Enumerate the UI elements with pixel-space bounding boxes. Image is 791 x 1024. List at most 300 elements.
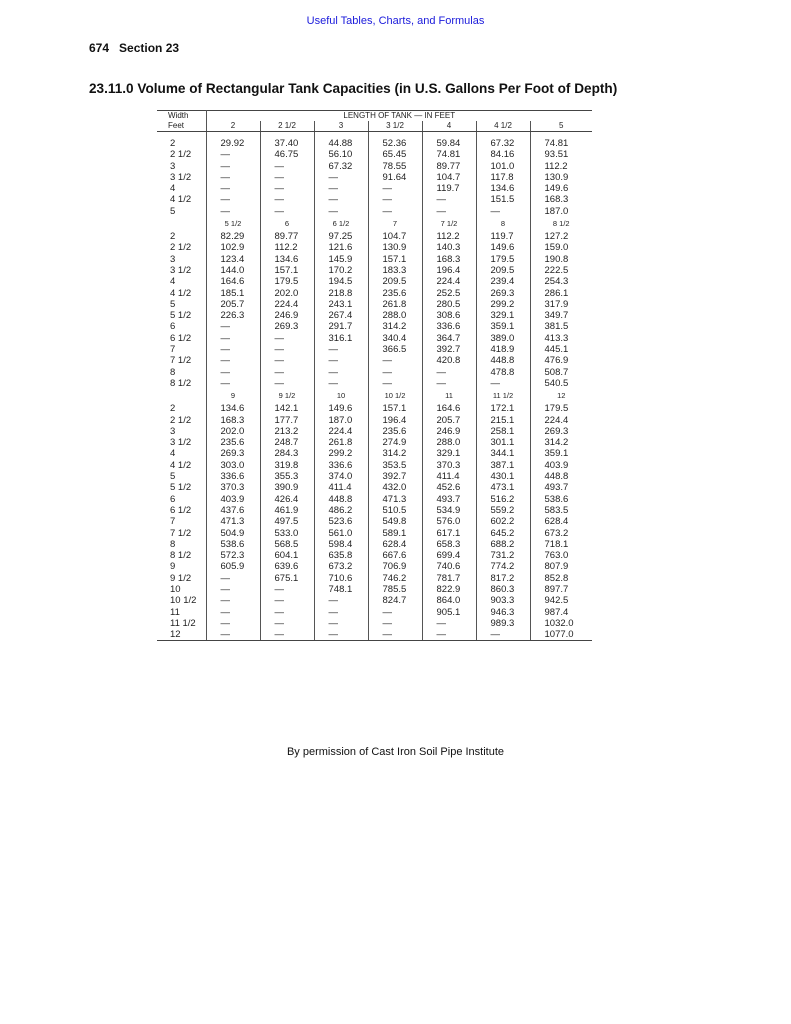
capacity-cell: 392.7 <box>422 344 476 355</box>
width-cell: 4 <box>170 276 176 288</box>
capacity-cell: 987.4 <box>530 607 592 618</box>
capacity-cell: 942.5 <box>530 595 592 606</box>
length-header-cell: 4 <box>422 121 476 132</box>
table-row <box>157 550 592 561</box>
capacity-cell: 353.5 <box>368 460 422 471</box>
header-link[interactable]: Useful Tables, Charts, and Formulas <box>306 15 485 27</box>
capacity-cell: 97.25 <box>314 231 368 242</box>
capacity-cell: — <box>206 595 260 606</box>
capacity-cell: 84.16 <box>476 149 530 160</box>
table-row <box>157 595 592 606</box>
table-row <box>157 516 592 527</box>
capacity-cell: 473.1 <box>476 482 530 493</box>
table-row <box>157 138 592 149</box>
capacity-cell: 329.1 <box>422 448 476 459</box>
capacity-cell: 602.2 <box>476 516 530 527</box>
capacity-cell: — <box>206 161 260 172</box>
width-cell: 4 1/2 <box>170 287 192 299</box>
capacity-cell: 196.4 <box>368 415 422 426</box>
capacity-cell: 243.1 <box>314 299 368 310</box>
capacity-cell: 112.2 <box>530 161 592 172</box>
capacity-cell: 370.3 <box>422 460 476 471</box>
capacity-cell: — <box>314 194 368 205</box>
table-row <box>157 172 592 183</box>
capacity-cell: — <box>206 149 260 160</box>
capacity-cell: — <box>314 378 368 389</box>
capacity-cell: 93.51 <box>530 149 592 160</box>
section-length-cell: 11 1/2 <box>476 389 530 403</box>
capacity-cell: 639.6 <box>260 561 314 572</box>
capacity-cell: 568.5 <box>260 539 314 550</box>
capacity-cell: 432.0 <box>368 482 422 493</box>
capacity-cell: 359.1 <box>476 321 530 332</box>
length-header-cell: 2 1/2 <box>260 121 314 132</box>
capacity-cell: 269.3 <box>530 426 592 437</box>
table-row <box>157 194 592 205</box>
capacity-cell: 675.1 <box>260 573 314 584</box>
capacity-cell: 274.9 <box>368 437 422 448</box>
capacity-cell: 280.5 <box>422 299 476 310</box>
capacity-cell: — <box>368 194 422 205</box>
capacity-cell: — <box>206 172 260 183</box>
capacity-cell: 448.8 <box>314 494 368 505</box>
capacity-cell: 355.3 <box>260 471 314 482</box>
capacity-cell: 112.2 <box>260 242 314 253</box>
capacity-cell: — <box>368 618 422 629</box>
capacity-cell: 445.1 <box>530 344 592 355</box>
capacity-cell: 258.1 <box>476 426 530 437</box>
width-cell: 3 1/2 <box>170 437 192 449</box>
width-cell: 4 <box>170 183 176 195</box>
capacity-cell: — <box>368 355 422 366</box>
capacity-cell: — <box>260 618 314 629</box>
capacity-cell: — <box>260 344 314 355</box>
width-cell: 5 1/2 <box>170 310 192 322</box>
table-row <box>157 505 592 516</box>
capacity-cell: 374.0 <box>314 471 368 482</box>
capacity-cell: 718.1 <box>530 539 592 550</box>
capacity-cell: — <box>260 595 314 606</box>
capacity-cell: 149.6 <box>530 183 592 194</box>
table-row <box>157 539 592 550</box>
capacity-cell: 437.6 <box>206 505 260 516</box>
capacity-cell: — <box>314 607 368 618</box>
capacity-cell: 101.0 <box>476 161 530 172</box>
capacity-cell: 190.8 <box>530 254 592 265</box>
section-length-row <box>157 389 592 403</box>
capacity-cell: 510.5 <box>368 505 422 516</box>
capacity-cell: — <box>206 321 260 332</box>
capacity-cell: 149.6 <box>476 242 530 253</box>
capacity-cell: — <box>260 194 314 205</box>
page-header <box>89 41 189 55</box>
width-cell: 7 <box>170 344 176 356</box>
capacity-cell: 224.4 <box>422 276 476 287</box>
capacity-cell: 269.3 <box>476 288 530 299</box>
capacity-cell: 523.6 <box>314 516 368 527</box>
capacity-cell: 319.8 <box>260 460 314 471</box>
capacity-cell: — <box>422 629 476 641</box>
capacity-cell: 645.2 <box>476 528 530 539</box>
capacity-cell: 710.6 <box>314 573 368 584</box>
feet-header: Feet <box>157 121 206 132</box>
capacity-cell: 418.9 <box>476 344 530 355</box>
capacity-cell: 366.5 <box>368 344 422 355</box>
capacity-cell: 37.40 <box>260 138 314 149</box>
width-cell: 2 1/2 <box>170 149 192 161</box>
capacity-cell: 316.1 <box>314 333 368 344</box>
table-row <box>157 310 592 321</box>
credit-footer: By permission of Cast Iron Soil Pipe Institute <box>286 746 505 758</box>
capacity-cell: 349.7 <box>530 310 592 321</box>
capacity-cell: 359.1 <box>530 448 592 459</box>
capacity-cell: — <box>206 183 260 194</box>
capacity-cell: 781.7 <box>422 573 476 584</box>
capacity-cell: — <box>314 595 368 606</box>
capacity-cell: 538.6 <box>530 494 592 505</box>
capacity-cell: 119.7 <box>476 231 530 242</box>
capacity-cell: 157.1 <box>368 403 422 414</box>
capacity-cell: 291.7 <box>314 321 368 332</box>
table-row <box>157 242 592 253</box>
length-header: LENGTH OF TANK — IN FEET <box>206 111 592 122</box>
width-cell: 5 <box>170 298 176 310</box>
capacity-cell: 102.9 <box>206 242 260 253</box>
capacity-cell: — <box>206 367 260 378</box>
capacity-cell: 82.29 <box>206 231 260 242</box>
width-cell: 11 <box>170 606 180 618</box>
capacity-cell: 168.3 <box>206 415 260 426</box>
capacity-cell: 196.4 <box>422 265 476 276</box>
capacity-cell: 478.8 <box>476 367 530 378</box>
capacity-cell: 301.1 <box>476 437 530 448</box>
capacity-cell: — <box>260 584 314 595</box>
capacity-cell: 403.9 <box>206 494 260 505</box>
table-row <box>157 183 592 194</box>
capacity-cell: 224.4 <box>530 415 592 426</box>
capacity-cell: 430.1 <box>476 471 530 482</box>
capacity-cell: 504.9 <box>206 528 260 539</box>
capacity-cell: 411.4 <box>314 482 368 493</box>
table-row <box>157 149 592 160</box>
capacity-cell: 117.8 <box>476 172 530 183</box>
capacity-cell: 706.9 <box>368 561 422 572</box>
width-cell: 9 1/2 <box>170 572 192 584</box>
table-row <box>157 161 592 172</box>
capacity-cell: — <box>206 206 260 217</box>
width-cell: 7 <box>170 516 176 528</box>
capacity-cell: 164.6 <box>206 276 260 287</box>
capacity-cell: 461.9 <box>260 505 314 516</box>
capacity-cell: 187.0 <box>314 415 368 426</box>
table-row <box>157 403 592 414</box>
capacity-cell: 559.2 <box>476 505 530 516</box>
width-cell: 8 <box>170 538 176 550</box>
capacity-cell: — <box>368 629 422 641</box>
section-length-cell: 6 1/2 <box>314 217 368 231</box>
capacity-cell: 269.3 <box>206 448 260 459</box>
capacity-cell: 187.0 <box>530 206 592 217</box>
capacity-cell: 426.4 <box>260 494 314 505</box>
capacity-cell: 170.2 <box>314 265 368 276</box>
capacity-cell: 497.5 <box>260 516 314 527</box>
capacity-cell: 989.3 <box>476 618 530 629</box>
table-row <box>157 573 592 584</box>
capacity-cell: 172.1 <box>476 403 530 414</box>
width-cell: 4 <box>170 448 176 460</box>
capacity-cell: — <box>206 607 260 618</box>
table-row <box>157 254 592 265</box>
capacity-cell: 763.0 <box>530 550 592 561</box>
table-row <box>157 378 592 389</box>
table-row <box>157 344 592 355</box>
capacity-cell: 336.6 <box>422 321 476 332</box>
capacity-cell: — <box>314 183 368 194</box>
capacity-cell: 628.4 <box>368 539 422 550</box>
width-cell: 7 1/2 <box>170 355 192 367</box>
capacity-cell: 493.7 <box>422 494 476 505</box>
table-row <box>157 276 592 287</box>
capacity-cell: — <box>260 355 314 366</box>
width-cell: 3 1/2 <box>170 264 192 276</box>
capacity-cell: 824.7 <box>368 595 422 606</box>
capacity-cell: 314.2 <box>368 448 422 459</box>
section-length-row <box>157 217 592 231</box>
capacity-cell: 235.6 <box>368 426 422 437</box>
section-length-cell: 10 1/2 <box>368 389 422 403</box>
section-length-cell: 7 <box>368 217 422 231</box>
capacity-cell: 226.3 <box>206 310 260 321</box>
capacity-cell: 140.3 <box>422 242 476 253</box>
capacity-cell: 448.8 <box>476 355 530 366</box>
capacity-cell: 817.2 <box>476 573 530 584</box>
width-cell: 10 <box>170 583 181 595</box>
length-header-cell: 3 1/2 <box>368 121 422 132</box>
section-length-cell: 12 <box>530 389 592 403</box>
capacity-cell: 222.5 <box>530 265 592 276</box>
table-row <box>157 448 592 459</box>
capacity-cell: — <box>206 584 260 595</box>
capacity-cell: 471.3 <box>206 516 260 527</box>
capacity-cell: — <box>422 206 476 217</box>
section-length-cell: 9 <box>206 389 260 403</box>
table-title: 23.11.0 Volume of Rectangular Tank Capacities (in U.S. Gallons Per Foot of Depth) <box>89 81 618 96</box>
table-row <box>157 265 592 276</box>
capacity-cell: 142.1 <box>260 403 314 414</box>
table-row <box>157 460 592 471</box>
capacity-cell: 905.1 <box>422 607 476 618</box>
capacity-cell: 224.4 <box>260 299 314 310</box>
width-cell: 4 1/2 <box>170 194 192 206</box>
width-cell: 3 1/2 <box>170 171 192 183</box>
capacity-cell: 159.0 <box>530 242 592 253</box>
capacity-cell: 583.5 <box>530 505 592 516</box>
capacity-cell: 261.8 <box>368 299 422 310</box>
capacity-cell: 658.3 <box>422 539 476 550</box>
table-row <box>157 584 592 595</box>
section-length-spacer <box>157 389 206 403</box>
capacity-cell: 448.8 <box>530 471 592 482</box>
capacity-cell: 317.9 <box>530 299 592 310</box>
capacity-cell: 288.0 <box>422 437 476 448</box>
capacity-cell: 65.45 <box>368 149 422 160</box>
capacity-cell: 538.6 <box>206 539 260 550</box>
capacity-cell: 112.2 <box>422 231 476 242</box>
width-cell: 2 <box>170 403 176 415</box>
capacity-cell: 673.2 <box>530 528 592 539</box>
capacity-cell: — <box>260 161 314 172</box>
capacity-cell: 130.9 <box>368 242 422 253</box>
capacity-cell: 540.5 <box>530 378 592 389</box>
capacity-cell: 329.1 <box>476 310 530 321</box>
width-cell: 8 1/2 <box>170 377 192 389</box>
capacity-cell: — <box>314 367 368 378</box>
width-cell: 3 <box>170 160 176 172</box>
capacity-cell: 413.3 <box>530 333 592 344</box>
capacity-cell: 121.6 <box>314 242 368 253</box>
width-cell: 3 <box>170 253 176 265</box>
capacity-cell: 572.3 <box>206 550 260 561</box>
capacity-cell: 89.77 <box>260 231 314 242</box>
capacity-cell: 67.32 <box>476 138 530 149</box>
section-length-cell: 7 1/2 <box>422 217 476 231</box>
table-row <box>157 288 592 299</box>
capacity-cell: 151.5 <box>476 194 530 205</box>
capacity-cell: 179.5 <box>530 403 592 414</box>
capacity-cell: 52.36 <box>368 138 422 149</box>
section-length-spacer <box>157 217 206 231</box>
capacity-cell: — <box>476 206 530 217</box>
capacity-cell: 392.7 <box>368 471 422 482</box>
capacity-cell: 179.5 <box>476 254 530 265</box>
table-row <box>157 367 592 378</box>
table-row <box>157 618 592 629</box>
capacity-cell: — <box>206 378 260 389</box>
capacity-cell: 183.3 <box>368 265 422 276</box>
capacity-cell: 746.2 <box>368 573 422 584</box>
capacity-cell: — <box>422 367 476 378</box>
capacity-cell: 164.6 <box>422 403 476 414</box>
width-cell: 12 <box>157 629 206 641</box>
capacity-cell: 134.6 <box>206 403 260 414</box>
capacity-cell: 235.6 <box>206 437 260 448</box>
capacity-cell: 667.6 <box>368 550 422 561</box>
capacity-cell: 420.8 <box>422 355 476 366</box>
table-row <box>157 426 592 437</box>
table-row <box>157 231 592 242</box>
capacity-cell: 389.0 <box>476 333 530 344</box>
capacity-cell: 91.64 <box>368 172 422 183</box>
capacity-cell: 134.6 <box>476 183 530 194</box>
capacity-cell: — <box>206 573 260 584</box>
table-row <box>157 206 592 217</box>
capacity-cell: 248.7 <box>260 437 314 448</box>
capacity-cell: 209.5 <box>368 276 422 287</box>
section-length-cell: 8 <box>476 217 530 231</box>
capacity-cell: — <box>314 172 368 183</box>
capacity-cell: 314.2 <box>368 321 422 332</box>
capacity-cell: 533.0 <box>260 528 314 539</box>
capacity-cell: 628.4 <box>530 516 592 527</box>
capacity-cell: 897.7 <box>530 584 592 595</box>
capacity-cell: — <box>260 378 314 389</box>
capacity-cell: — <box>260 333 314 344</box>
table-row <box>157 528 592 539</box>
length-values-row <box>157 121 592 132</box>
length-header-cell: 3 <box>314 121 368 132</box>
capacity-cell: 452.6 <box>422 482 476 493</box>
table-row <box>157 299 592 310</box>
table-row <box>157 355 592 366</box>
capacity-cell: 1032.0 <box>530 618 592 629</box>
capacity-cell: 29.92 <box>206 138 260 149</box>
capacity-cell: 864.0 <box>422 595 476 606</box>
width-cell: 5 1/2 <box>170 482 192 494</box>
capacity-cell: — <box>368 367 422 378</box>
section-length-cell: 8 1/2 <box>530 217 592 231</box>
capacity-cell: — <box>260 367 314 378</box>
table-row <box>157 607 592 618</box>
section-length-cell: 10 <box>314 389 368 403</box>
capacity-cell: 239.4 <box>476 276 530 287</box>
capacity-cell: 157.1 <box>368 254 422 265</box>
capacity-cell: 299.2 <box>314 448 368 459</box>
capacity-cell: 246.9 <box>422 426 476 437</box>
capacity-cell: 314.2 <box>530 437 592 448</box>
section-label: Section 23 <box>119 41 180 55</box>
table-row <box>157 482 592 493</box>
capacity-cell: — <box>206 618 260 629</box>
capacity-cell: 254.3 <box>530 276 592 287</box>
capacity-cell: 74.81 <box>422 149 476 160</box>
capacity-cell: 46.75 <box>260 149 314 160</box>
capacity-cell: 381.5 <box>530 321 592 332</box>
table-row <box>157 415 592 426</box>
capacity-cell: 740.6 <box>422 561 476 572</box>
capacity-cell: 261.8 <box>314 437 368 448</box>
capacity-cell: — <box>314 344 368 355</box>
capacity-cell: — <box>260 206 314 217</box>
capacity-cell: 205.7 <box>422 415 476 426</box>
width-cell: 5 <box>170 471 176 483</box>
capacity-cell: 635.8 <box>314 550 368 561</box>
capacity-cell: 699.4 <box>422 550 476 561</box>
capacity-cell: 411.4 <box>422 471 476 482</box>
capacity-cell: 202.0 <box>260 288 314 299</box>
capacity-cell: 486.2 <box>314 505 368 516</box>
capacity-cell: 336.6 <box>206 471 260 482</box>
capacity-cell: 185.1 <box>206 288 260 299</box>
capacity-cell: 119.7 <box>422 183 476 194</box>
capacity-cell: 284.3 <box>260 448 314 459</box>
capacity-cell: 215.1 <box>476 415 530 426</box>
capacity-cell: 209.5 <box>476 265 530 276</box>
capacity-cell: — <box>314 355 368 366</box>
width-cell: 8 1/2 <box>170 550 192 562</box>
section-length-cell: 5 1/2 <box>206 217 260 231</box>
capacity-cell: 340.4 <box>368 333 422 344</box>
capacity-cell: — <box>206 344 260 355</box>
capacity-cell: 860.3 <box>476 584 530 595</box>
capacity-cell: 617.1 <box>422 528 476 539</box>
width-cell: 5 <box>170 205 176 217</box>
capacity-cell: — <box>476 629 530 641</box>
capacity-cell: 822.9 <box>422 584 476 595</box>
page-number: 674 <box>89 41 110 55</box>
capacity-cell: — <box>206 194 260 205</box>
capacity-cell: 89.77 <box>422 161 476 172</box>
capacity-cell: 67.32 <box>314 161 368 172</box>
